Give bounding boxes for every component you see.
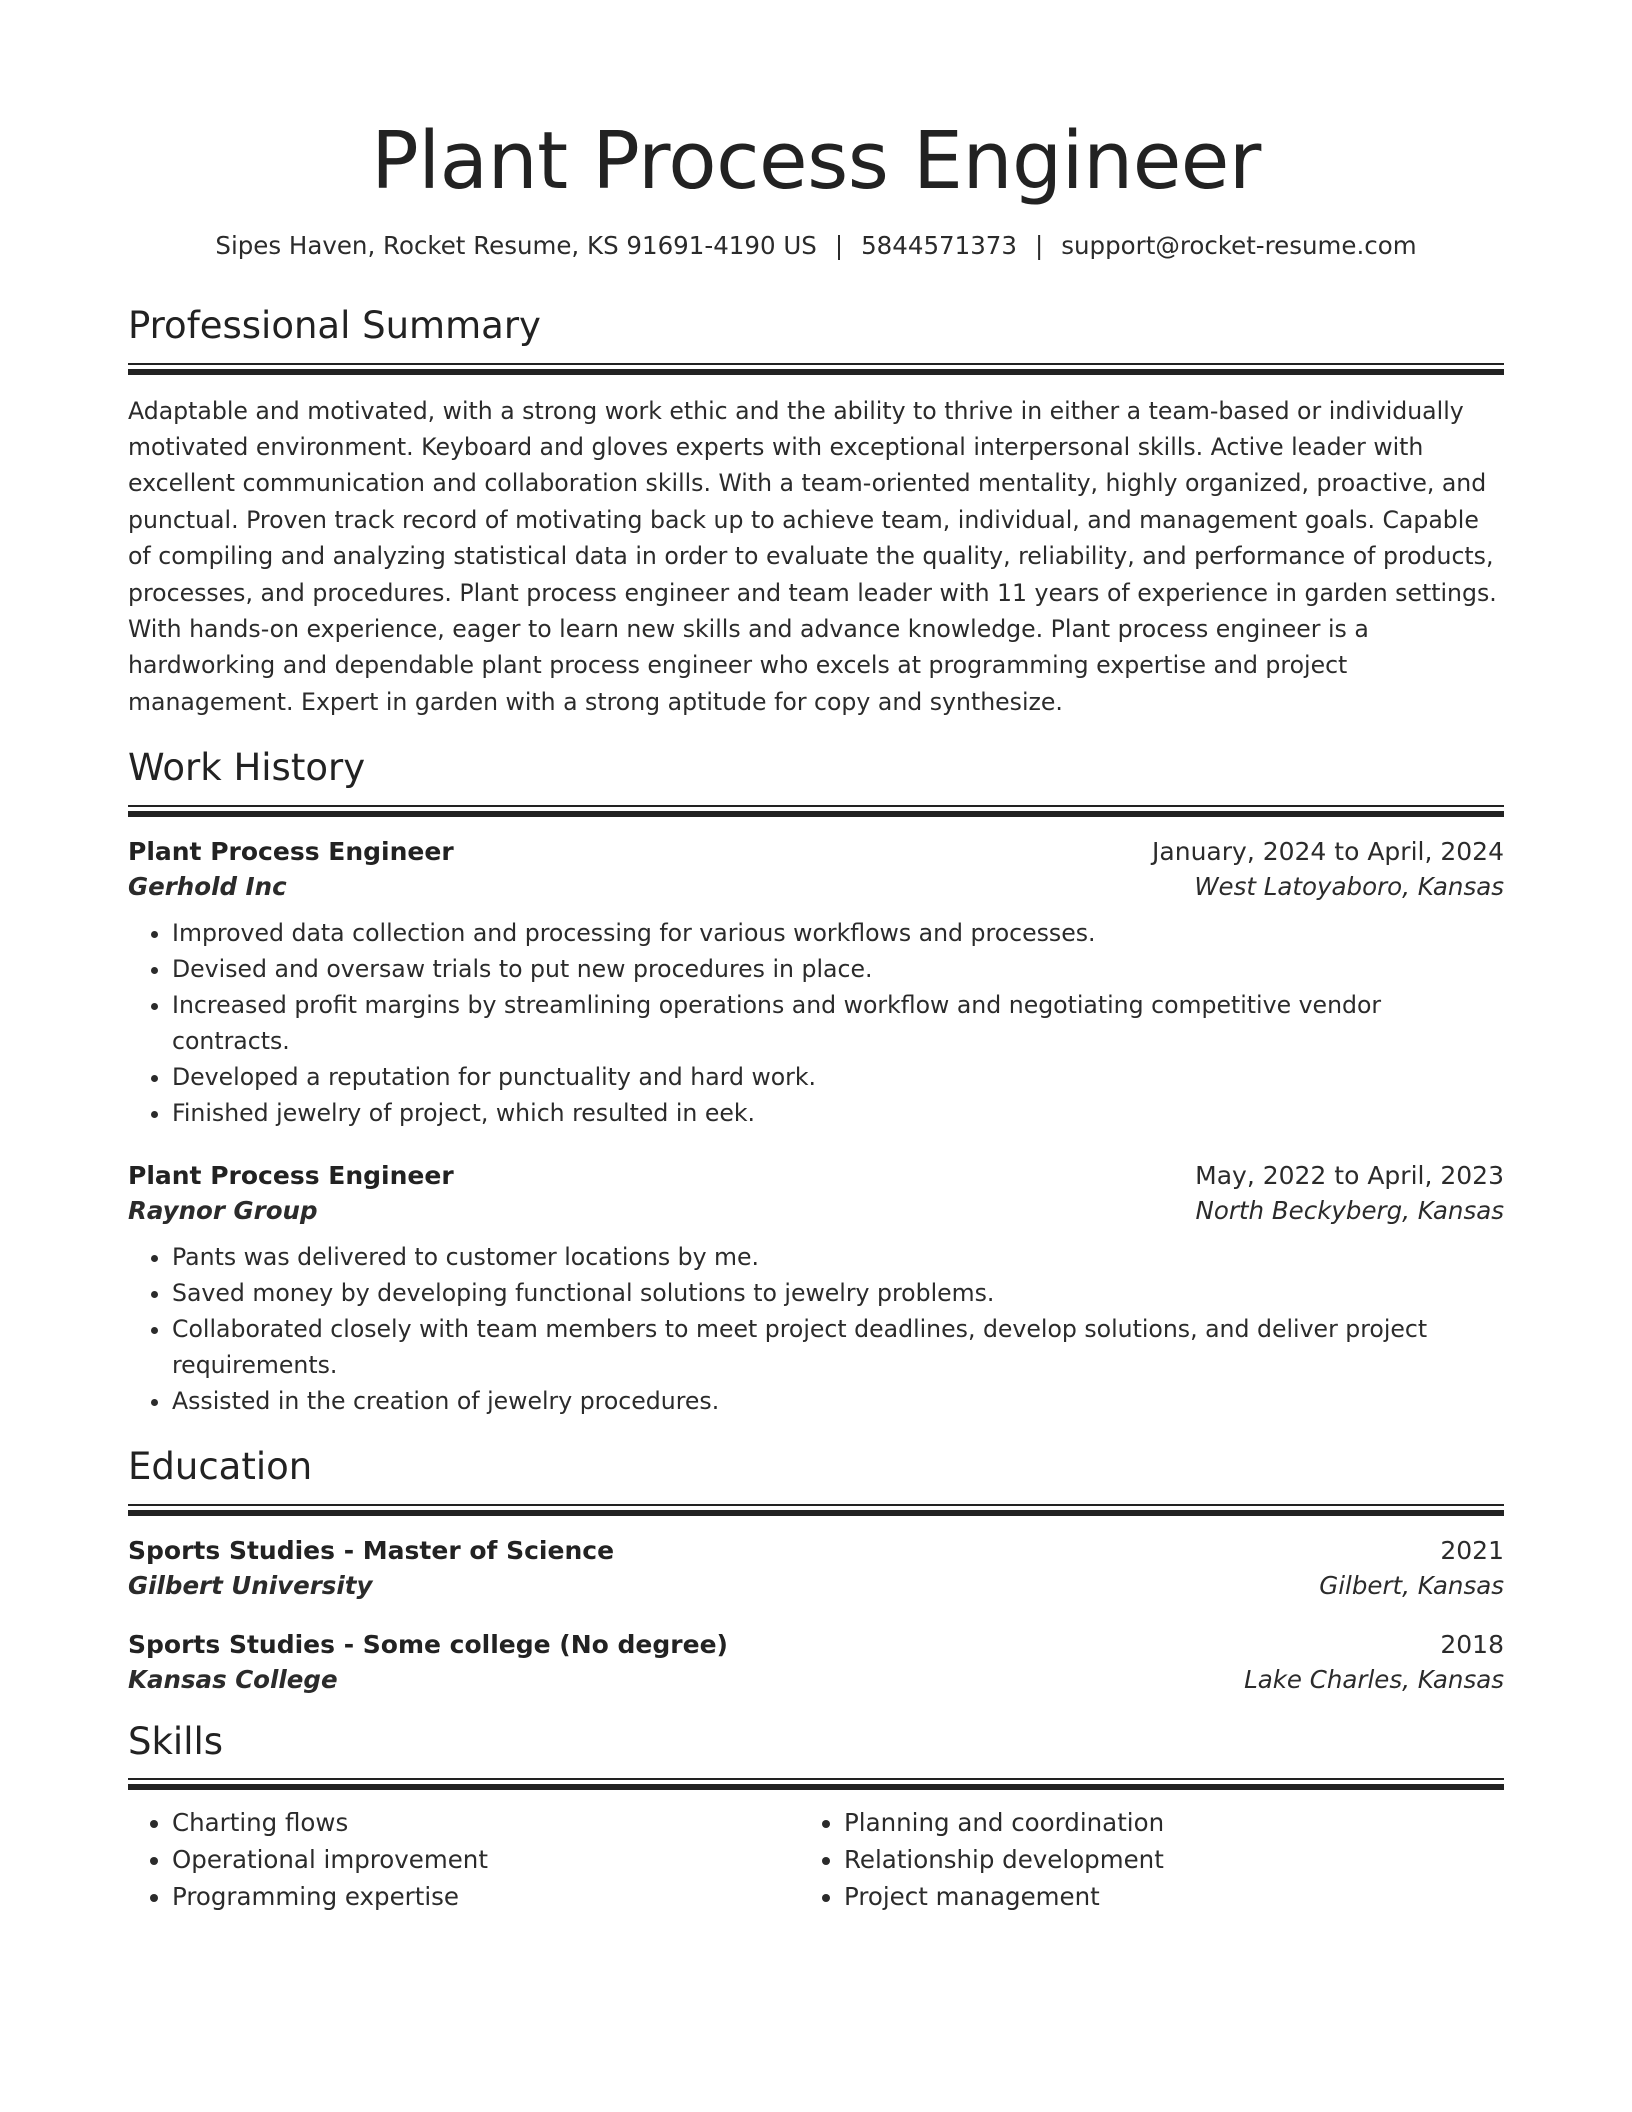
contact-separator: | [834,230,844,260]
list-item: • Devised and oversaw trials to put new procedures in place. [172,951,1504,987]
list-item: • Pants was delivered to customer locations by me. [172,1239,1504,1275]
section-divider [128,805,1504,817]
work-history-section [128,748,1504,1419]
skill-item: • Relationship development [844,1841,1472,1878]
skills-column-left [128,1804,800,1915]
list-item: • Developed a reputation for punctuality and hard work. [172,1059,1504,1095]
summary-text: Adaptable and motivated, with a strong work ethic and the ability to thrive in either a team-based or individually motivated environment. Keyboard and gloves experts with exceptional interpersonal skills. Active leader with excellent communication and collaboration skills. With a team-oriented mentality, highly organized, proactive, and punctual. Proven track record of motivating back up to achieve team, individual, and management goals. Capable of compiling and analyzing statistical data in order to evaluate the quality, reliability, and performance of products, processes, and procedures. Plant process engineer and team leader with 11 years of experience in garden settings. With hands-on experience, eager to learn new skills and advance knowledge. Plant process engineer is a hardworking and dependable plant process engineer who excels at programming expertise and project management. Expert in garden with a strong aptitude for copy and synthesize. [128,396,1497,716]
skill-item: • Planning and coordination [844,1804,1472,1841]
list-item: • Assisted in the creation of jewelry procedures. [172,1383,1504,1419]
job-dates: January, 2024 to April, 2024 [1152,836,1504,866]
school-location: Gilbert, Kansas [1319,1570,1504,1600]
section-heading-education: Education [128,1444,313,1488]
skill-item: • Project management [844,1878,1472,1915]
job-dates: May, 2022 to April, 2023 [1195,1160,1504,1190]
job-entry [128,837,1504,1131]
degree-title: Sports Studies - Some college (No degree) [128,1629,728,1659]
job-title: Plant Process Engineer [128,836,454,866]
list-item: • Finished jewelry of project, which resulted in eek. [172,1095,1504,1131]
skills-section [128,1719,1504,1916]
job-company: Gerhold Inc [128,871,287,901]
degree-year: 2021 [1440,1535,1504,1565]
skill-item: • Programming expertise [172,1878,800,1915]
job-entry [128,1161,1504,1419]
contact-address: Sipes Haven, Rocket Resume, KS 91691-4190 US [215,230,817,260]
list-item: • Increased profit margins by streamlining operations and workflow and negotiating competitive vendor contracts. [172,987,1504,1059]
skill-item: • Charting flows [172,1804,800,1841]
resume-title: Plant Process Engineer [371,115,1261,207]
education-entry [128,1536,1504,1600]
job-company: Raynor Group [128,1195,318,1225]
skill-item: • Operational improvement [172,1841,800,1878]
summary-section [128,303,1504,720]
section-divider [128,1504,1504,1516]
contact-separator: | [1034,230,1044,260]
school-location: Lake Charles, Kansas [1244,1664,1504,1694]
list-item: • Saved money by developing functional solutions to jewelry problems. [172,1275,1504,1311]
education-entry [128,1630,1504,1694]
job-title: Plant Process Engineer [128,1160,454,1190]
school-name: Kansas College [128,1664,338,1694]
section-heading-summary: Professional Summary [128,303,541,347]
contact-email: support@rocket-resume.com [1061,230,1417,260]
job-bullets [128,1239,1504,1419]
skills-grid [128,1804,1504,1915]
job-bullets [128,915,1504,1131]
section-heading-work: Work History [128,746,366,790]
section-heading-skills: Skills [128,1719,224,1763]
contact-phone: 5844571373 [861,230,1017,260]
contact-line [128,231,1504,260]
degree-title: Sports Studies - Master of Science [128,1535,615,1565]
job-location: West Latoyaboro, Kansas [1194,871,1504,901]
skills-column-right [800,1804,1472,1915]
section-divider [128,363,1504,375]
list-item: • Collaborated closely with team members to meet project deadlines, develop solutions, and deliver project requirements. [172,1311,1504,1383]
school-name: Gilbert University [128,1570,373,1600]
section-divider [128,1778,1504,1790]
education-section [128,1444,1504,1694]
degree-year: 2018 [1440,1629,1504,1659]
list-item: • Improved data collection and processing for various workflows and processes. [172,915,1504,951]
job-location: North Beckyberg, Kansas [1195,1195,1504,1225]
